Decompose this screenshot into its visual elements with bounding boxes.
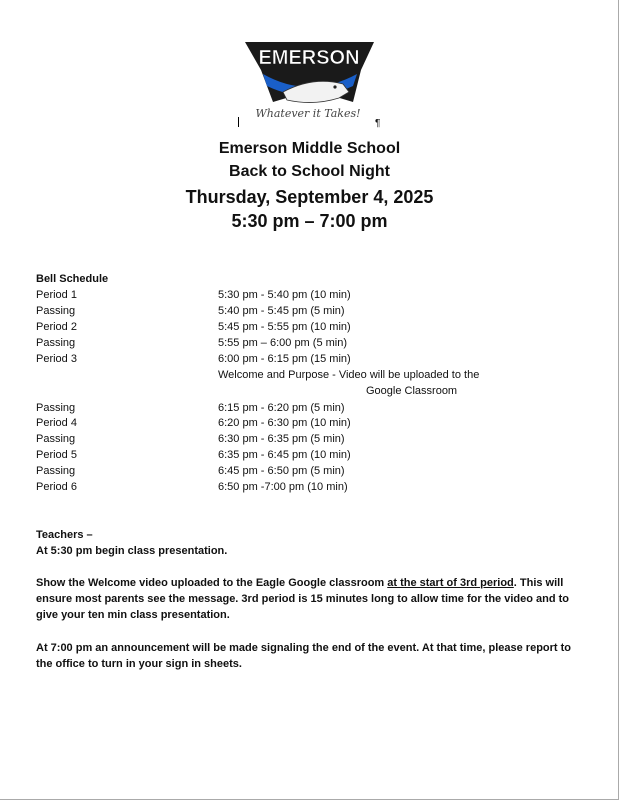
teachers-heading: Teachers – [36,529,93,541]
video-note-text: Show the Welcome video uploaded to the Eagle Google classroom [36,577,388,589]
logo-slogan: Whatever it Takes! [255,107,361,120]
schedule-time: 6:50 pm -7:00 pm (10 min) [218,481,348,493]
schedule-row [36,337,536,353]
schedule-time: 5:30 pm - 5:40 pm (10 min) [218,289,351,301]
schedule-time: Google Classroom [366,385,458,397]
schedule-time: 6:20 pm - 6:30 pm (10 min) [218,417,351,429]
schedule-time: Welcome and Purpose - Video will be uploaded to the [218,369,480,381]
schedule-time: 6:30 pm - 6:35 pm (5 min) [218,433,345,445]
video-note-text-end: . This will ensure most parents see the message. 3rd period is 15 minutes long to allow time for the video and to give your ten min class presentation. [36,577,570,621]
schedule-label: Passing [36,402,76,414]
schedule-row [36,465,536,481]
schedule-label: Passing [36,465,76,477]
end-note: At 7:00 pm an announcement will be made signaling the end of the event. At that time, please report to the office to turn in your sign in sheets. [36,642,572,670]
schedule-label: Passing [36,433,76,445]
event-time: 5:30 pm – 7:00 pm [231,211,388,231]
schedule-time: 6:15 pm - 6:20 pm (5 min) [218,402,345,414]
schedule-row [36,402,536,418]
text-cursor [238,117,239,127]
schedule-label: Period 6 [36,481,77,493]
schedule-row [36,433,536,449]
schedule-label: Passing [36,305,76,317]
schedule-label: Period 1 [36,289,77,301]
begin-note: At 5:30 pm begin class presentation. [36,545,228,557]
event-date: Thursday, September 4, 2025 [185,187,434,207]
schedule-time: 6:45 pm - 6:50 pm (5 min) [218,465,345,477]
schedule-time: 6:35 pm - 6:45 pm (10 min) [218,449,351,461]
schedule-row [36,289,536,305]
event-title: Back to School Night [229,163,390,180]
schedule-label: Period 5 [36,449,77,461]
schedule-label: Period 2 [36,321,77,333]
bell-schedule-heading: Bell Schedule [36,273,109,285]
video-note [36,575,581,623]
paragraph-mark: ¶ [375,118,381,129]
schedule-row [36,369,536,385]
schedule-time: 6:00 pm - 6:15 pm (15 min) [218,353,351,365]
schedule-label: Period 3 [36,353,77,365]
school-name: Emerson Middle School [218,140,401,157]
video-note-emphasis: at the start of 3rd period [387,577,514,589]
schedule-row [36,449,536,465]
schedule-time: 5:55 pm – 6:00 pm (5 min) [218,337,348,349]
svg-text:EMERSON: EMERSON [258,47,360,69]
schedule-label: Period 4 [36,417,77,429]
schedule-time: 5:45 pm - 5:55 pm (10 min) [218,321,351,333]
schedule-label: Passing [36,337,76,349]
schedule-row [36,481,536,497]
schedule-row [36,305,536,321]
schedule-row [36,353,536,369]
schedule-time: 5:40 pm - 5:45 pm (5 min) [218,305,345,317]
schedule-row [36,321,536,337]
schedule-row [36,385,536,401]
schedule-row [36,417,536,433]
